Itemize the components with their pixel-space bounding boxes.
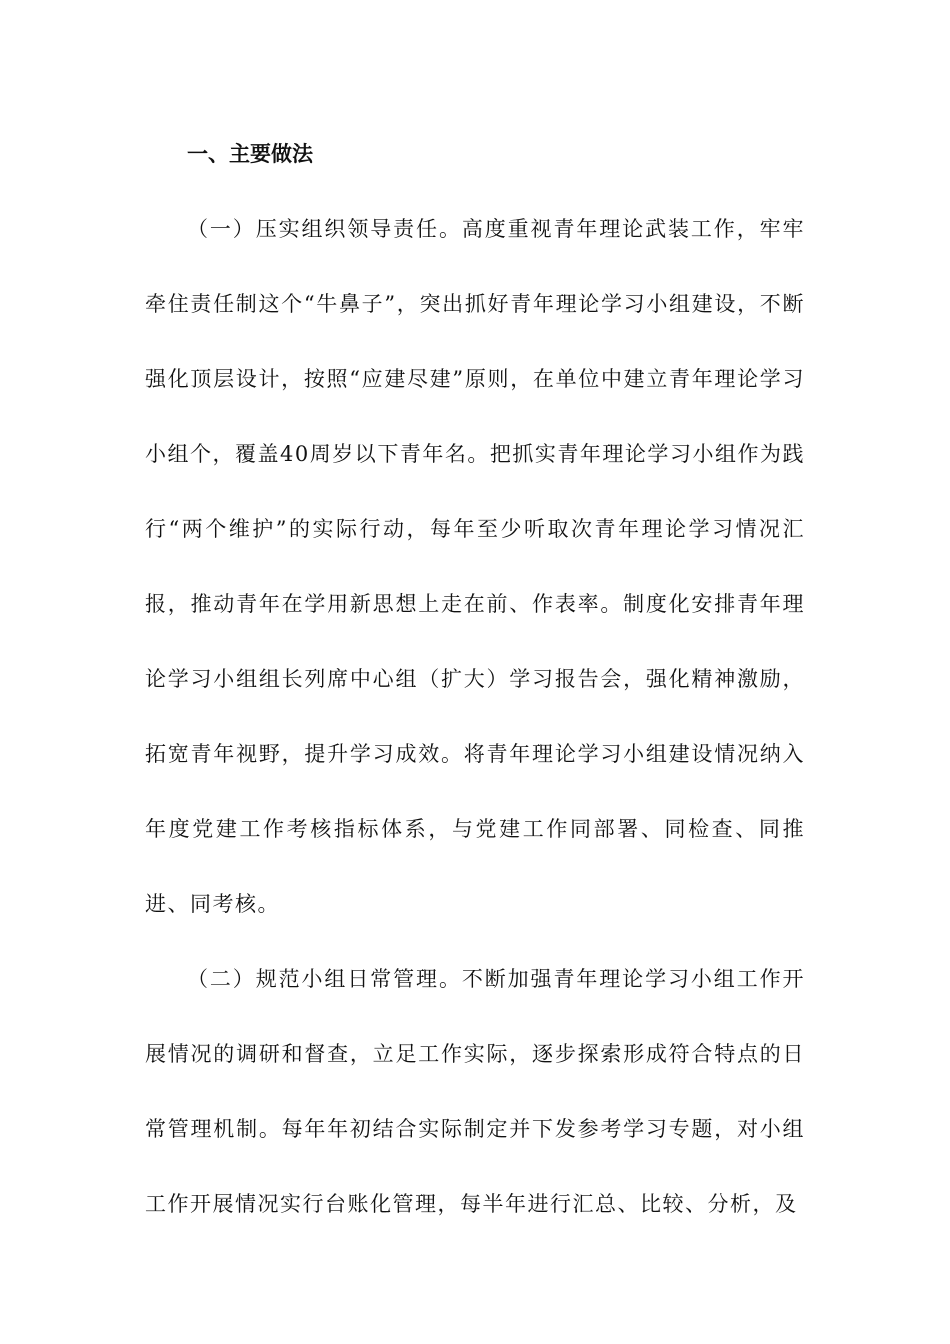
section-heading: 一、主要做法 [187,142,313,166]
paragraph-1: （一）压实组织领导责任。高度重视青年理论武装工作，牢牢牵住责任制这个“牛鼻子”，突出抓好青年理论学习小组建设，不断强化顶层设计，按照“应建尽建”原则，在单位中建立青年理论学习小组个，覆盖40周岁以下青年名。把抓实青年理论学习小组作为践行“两个维护”的实际行动，每年至少听取次青年理论学习情况汇报，推动青年在学用新思想上走在前、作表率。制度化安排青年理论学习小组组长列席中心组（扩大）学习报告会，强化精神激励，拓宽青年视野，提升学习成效。将青年理论学习小组建设情况纳入年度党建工作考核指标体系，与党建工作同部署、同检查、同推进、同考核。 [145,217,805,916]
document-body [145,116,805,1242]
paragraph-2: （二）规范小组日常管理。不断加强青年理论学习小组工作开展情况的调研和督查，立足工作实际，逐步探索形成符合特点的日常管理机制。每年年初结合实际制定并下发参考学习专题，对小组工作开展情况实行台账化管理，每半年进行汇总、比较、分析，及 [145,967,805,1216]
